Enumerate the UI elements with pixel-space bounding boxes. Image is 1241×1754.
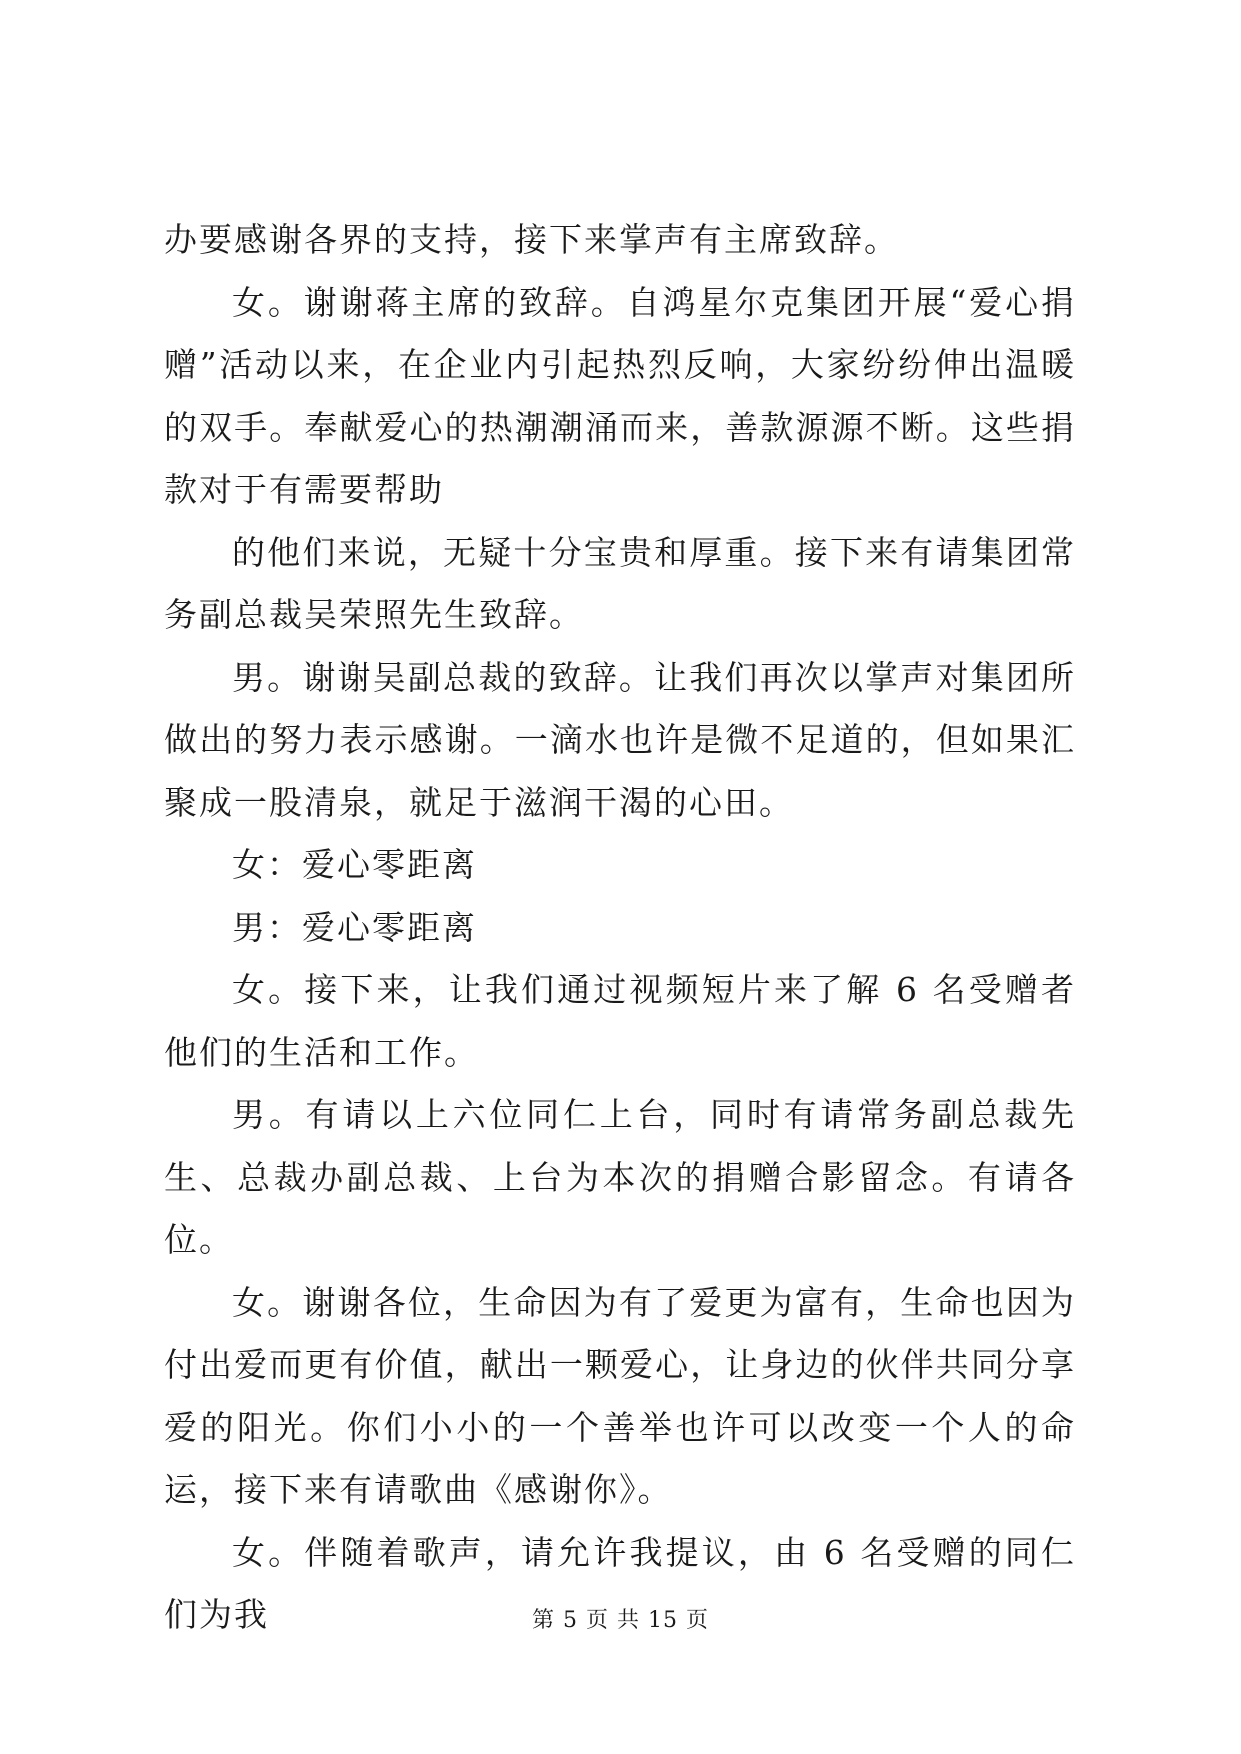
paragraph-7: 女。接下来，让我们通过视频短片来了解 6 名受赠者他们的生活和工作。 [164,970,1076,1072]
paragraph-2: 女。谢谢蒋主席的致辞。自鸿星尔克集团开展“爱心捐赠”活动以来，在企业内引起热烈反响，大家纷纷伸出温暖的双手。奉献爱心的热潮潮涌而来，善款源源不断。这些捐款对于有需要帮助 [164,282,1076,509]
page-footer: 第 5 页 共 15 页 [532,1608,709,1633]
paragraph-3: 的他们来说，无疑十分宝贵和厚重。接下来有请集团常务副总裁吴荣照先生致辞。 [164,532,1076,634]
paragraph-8: 男。有请以上六位同仁上台，同时有请常务副总裁先生、总裁办副总裁、上台为本次的捐赠合影留念。有请各位。 [164,1095,1076,1259]
paragraph-9: 女。谢谢各位，生命因为有了爱更为富有，生命也因为付出爱而更有价值，献出一颗爱心，让身边的伙伴共同分享爱的阳光。你们小小的一个善举也许可以改变一个人的命运，接下来有请歌曲《感谢你》。 [164,1282,1076,1509]
paragraph-1: 办要感谢各界的支持，接下来掌声有主席致辞。 [164,220,899,259]
paragraph-6: 男：爱心零距离 [232,907,477,947]
paragraph-10: 女。伴随着歌声，请允许我提议，由 6 名受赠的同仁们为我 [164,1532,1076,1634]
paragraph-4: 男。谢谢吴副总裁的致辞。让我们再次以掌声对集团所做出的努力表示感谢。一滴水也许是微不足道的，但如果汇聚成一股清泉，就足于滋润干渴的心田。 [164,657,1076,822]
document-body [164,209,1076,1647]
paragraph-5: 女：爱心零距离 [232,845,477,884]
